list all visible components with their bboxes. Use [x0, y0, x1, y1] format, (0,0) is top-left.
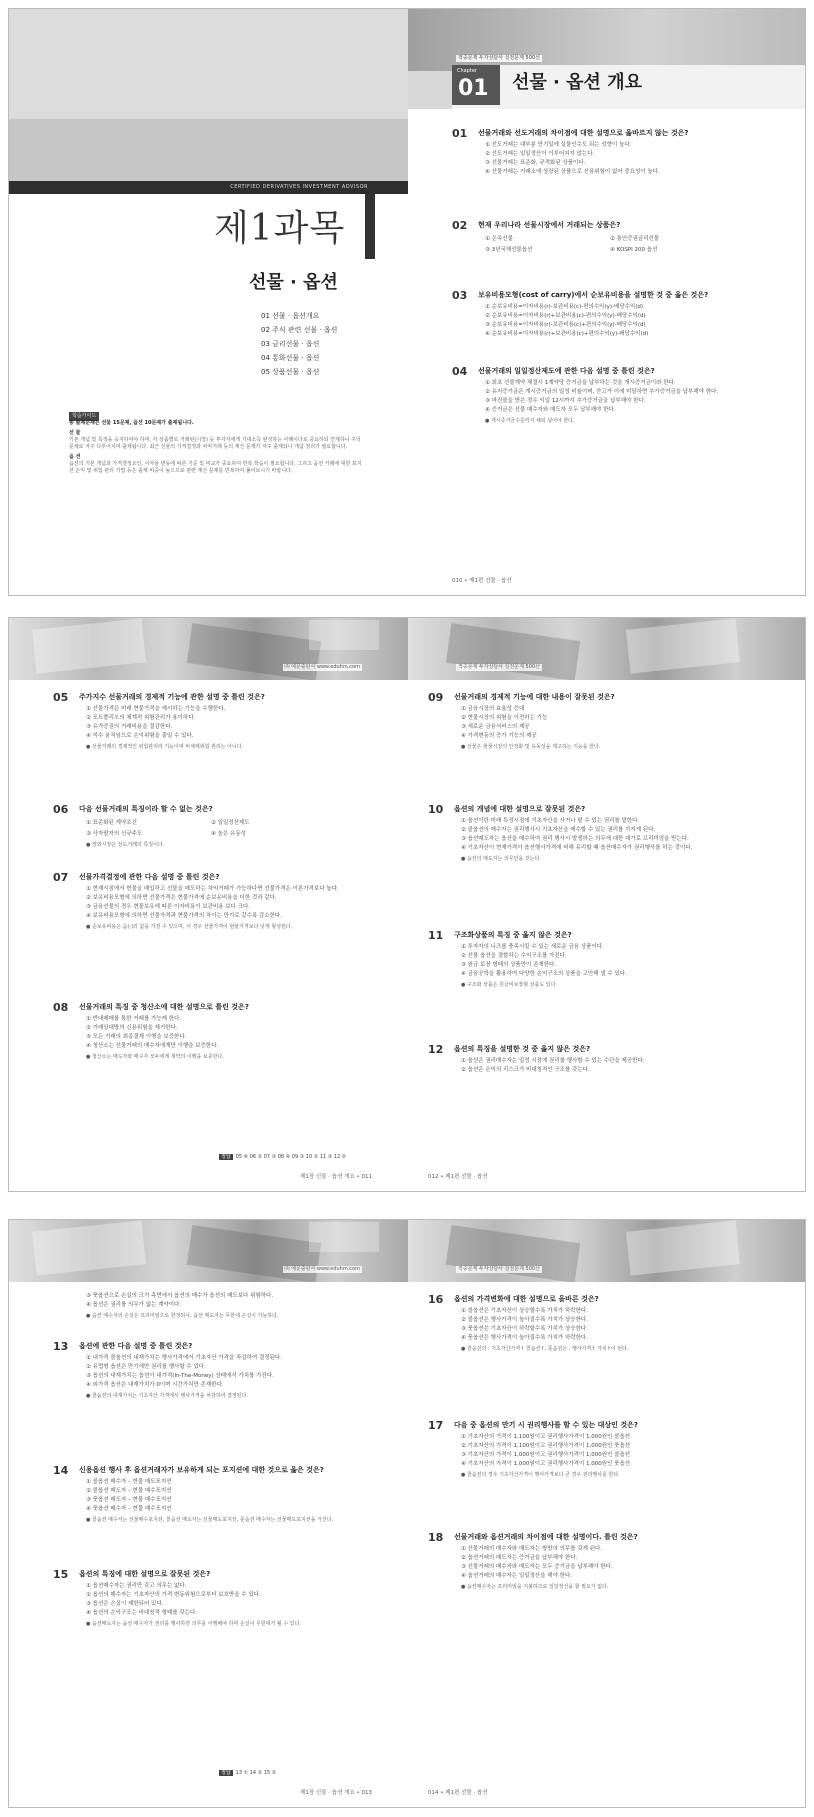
note-lead: 총 출제문제는 선물 15문제, 옵션 10문제가 출제됩니다. — [69, 420, 194, 426]
page-013 — [9, 1220, 408, 1807]
toc-item: 02 주식 관련 선물 · 옵션 — [261, 326, 338, 334]
question-block — [452, 221, 787, 255]
question-text: 옵션에 관한 다음 설명 중 틀린 것은? — [79, 1342, 193, 1350]
option: ④ 옵션의 손익구조는 비대칭적 형태를 갖는다. — [86, 1610, 198, 1617]
note-heading: 옵 션 — [69, 454, 81, 460]
option: ① 현재시점에서 현물을 매입하고 선물을 매도하는 차익거래가 가능하다면 선물가격은 이론가격보다 높다. — [86, 886, 339, 893]
answer-tag: 정답 — [221, 1770, 231, 1777]
question-block — [428, 693, 763, 751]
note-paragraph: 기본 개념 및 특징을 숙지하여야 하며, 각 상품별로 거래된(시장) 등 투자자에게 기대소득 완성하는 사례이다로 중요하되 연계하니 주의 문제로 자주 다루어지며 출제됩니다. 최근 선물의 가격결정과 차익거래 등의 계산 문제가 자주 출제되니 개념 정리가 필요합니다. — [69, 437, 361, 450]
chapter-number: 01 — [458, 76, 489, 101]
option: ② 보유비용모형에 의하면 선물가격은 현물가격에 순보유비용을 더한 것과 같다. — [86, 895, 277, 902]
option: ① 투자자의 니즈를 충족시킬 수 있는 새로운 금융 상품이다. — [461, 944, 604, 951]
option: ③ 풋옵션으로 손실의 크기 측면에서 옵션의 매수가 옵션의 매도보다 위험하다. — [86, 1293, 274, 1299]
option: ① 옵션매수자는 권리만 갖고 의무는 없다. — [86, 1583, 187, 1590]
cover-part-title: 제1과목 — [214, 208, 346, 249]
question-number: 15 — [53, 1568, 69, 1581]
option: ① 내가격 콜옵션의 내재가치는 행사가격에서 기초자산 가격을 차감하여 결정된다. — [86, 1355, 282, 1362]
question-number: 18 — [428, 1531, 444, 1544]
option: ③ 옵션은 손실이 제한되어 있다. — [86, 1601, 164, 1608]
option: ③ 선물거래는 표준화, 규격화된 상품이다. — [485, 160, 586, 167]
question-number: 02 — [452, 219, 468, 232]
explanation: ● 콜옵션의 경우 기초자산가격이 행사가격보다 큰 경우 권리행사를 한다. — [461, 1472, 763, 1479]
option: ② 옵션의 매수자는 기초자산의 가격 변동위험으로부터 보호받을 수 있다. — [86, 1592, 261, 1599]
option: ④ 옵션은 권리를 의무가 없는 계약이다. — [86, 1302, 182, 1308]
option: ③ 마진콜을 받은 경우 익일 12시까지 추가증거금을 납부해야 한다. — [485, 398, 646, 405]
option: ③ 새로운 금융서비스의 제공 — [461, 724, 530, 731]
option: ① 금융시장의 효율성 증대 — [461, 706, 525, 713]
cover-page — [9, 9, 408, 595]
question-text: 옵션의 특징을 설명한 것 중 옳지 않은 것은? — [454, 1045, 591, 1053]
option: ② 순보유비용=이자비용(r)+보관비용(c)-편의수익(y)-배당수익(d) — [485, 313, 646, 320]
option: ④ 지수 움직임으로 손익위험을 줄일 수 있다. — [86, 733, 194, 740]
header-photo — [408, 618, 806, 680]
question-text: 선물가격결정에 관한 다음 설명 중 틀린 것은? — [79, 873, 220, 881]
note-heading: 선 물 — [69, 430, 81, 436]
study-guide-tag: 학습가이드 — [69, 412, 99, 421]
running-header: 적중문제 두자상담사 실전문제 500선 — [458, 664, 540, 670]
question-text: 옵션의 가격변화에 대한 설명으로 올바른 것은? — [454, 1295, 599, 1303]
note-paragraph: 옵션의 기본 개념과 가격결정요인, 이자율 변동에 따른 기준 및 비교가 중요하여 반복 학습이 필요합니다. 그리고 옵션 거래에 대한 포지션 손익 및 위험 관리 기법 등은 출제 비중이 높으므로 관련 계산 문제를 반복하여 풀어보시기 바랍니다. — [69, 461, 362, 474]
page-014 — [408, 1220, 806, 1807]
page-footer: 012 • 제1편 선물 · 옵션 — [428, 1173, 488, 1180]
question-text: 신용옵션 행사 후 옵션거래자가 보유하게 되는 포지션에 대한 것으로 옳은 것은? — [79, 1466, 324, 1474]
answer-key — [219, 1770, 276, 1777]
option: ③ 선물거래의 매수자와 매도자는 모두 증거금을 납부해야 한다. — [461, 1564, 613, 1571]
answer-text: 13 ① 14 ③ 15 ③ — [235, 1770, 277, 1777]
page-footer: 010 • 제1편 선물 · 옵션 — [452, 577, 512, 584]
question-block — [452, 367, 787, 425]
publisher-url: ㈜ 예문출판사 www.eduhm.com — [284, 1266, 360, 1272]
page-footer: 014 • 제1편 선물 · 옵션 — [428, 1789, 488, 1796]
option: ④ 증거금은 선물 매수자와 매도자 모두 납부해야 한다. — [485, 407, 616, 414]
explanation: ● 콜옵션의 내재가치는 기초자산 가격에서 행사가격을 차감하여 결정된다. — [86, 1393, 388, 1400]
explanation: ● 선물은 현물시장의 안정화 및 유동성을 제고하는 기능을 한다. — [461, 744, 763, 751]
option: ④ 가격변동의 증가 기능의 제공 — [461, 733, 537, 740]
option: ④ 풋옵션은 행사가격이 높아질수록 가치가 하락한다. — [461, 1335, 588, 1342]
question-number: 05 — [53, 691, 69, 704]
question-block — [428, 1533, 763, 1591]
option: ② 옵션거래의 매도자는 증거금을 납부해야 한다. — [461, 1555, 578, 1562]
explanation: ● 옵션매수자는 프리미엄을 지불하므로 일일정산을 할 필요가 없다. — [461, 1584, 763, 1591]
option: ① 선도거래는 대부분 만기일에 실물인수도 되는 성향이 높다. — [485, 142, 632, 149]
option: ③ 풋옵션은 기초자산이 하락할수록 가치가 상승한다. — [461, 1326, 588, 1333]
option: ① 옵션은 권리매수자는 일정 시점에 권리를 행사할 수 있는 수단을 제공한다. — [461, 1058, 645, 1065]
explanation: ● 순보유비용은 음(-)의 값을 가질 수 있으며, 이 경우 선물가격이 현물가격보다 낮게 형성된다. — [86, 924, 388, 931]
option: ④ 기초자산이 현재가격이 옵션행사가격에 비해 유리할 때 옵션매수자가 권리행사를 하는 것이다. — [461, 845, 693, 852]
option: ③ 옵션의 내재가치는 옵션이 내가격(In-The-Money) 상태에서 가치를 가진다. — [86, 1373, 274, 1380]
question-block — [428, 805, 763, 863]
option: ④ 옵션거래의 매수자는 일일정산을 해야 한다. — [461, 1573, 573, 1580]
page-footer: 제1장 선물 · 옵션 개요 • 013 — [300, 1789, 372, 1796]
question-number: 09 — [428, 691, 444, 704]
explanation: ● 선물거래의 경제적인 위험관리라 기능이며 비체계위험 관리는 아니다. — [86, 744, 388, 751]
cover-top-band — [9, 9, 408, 119]
question-block — [428, 1295, 763, 1353]
answer-tag: 정답 — [221, 1154, 231, 1161]
question-block — [53, 1003, 388, 1061]
question-number: 01 — [452, 127, 468, 140]
continued-question — [53, 1292, 388, 1320]
explanation: ● 개시증거금수준까지 채워 넣어야 한다. — [485, 418, 787, 425]
option: ④ 기초자산의 가격이 1,000원이고 권리행사가격이 1,000원인 풋옵션 — [461, 1461, 631, 1468]
question-text: 선물거래의 특징 중 청산소에 대한 설명으로 틀린 것은? — [79, 1003, 249, 1011]
option: ① 표준화된 계약조건 — [86, 820, 137, 827]
explanation: ● 구조화 상품은 원금비보장형 상품도 있다. — [461, 982, 763, 989]
option: ① 반대매매를 통한 거래를 가능케 한다. — [86, 1016, 182, 1023]
question-text: 선물거래와 옵션거래의 차이점에 대한 설명이다. 틀린 것은? — [454, 1533, 638, 1541]
option: ① 최초 선물계약 체결시 1계약당 증거금을 납부하는 것을 개시증거금이라 한다. — [485, 380, 676, 387]
option: ④ 외가격 옵션은 내재가치가 0이며 시간가치만 존재한다. — [86, 1382, 224, 1389]
option: ④ KOSPI 200 옵션 — [610, 247, 658, 254]
cover-series: CERTIFIED DERIVATIVES INVESTMENT ADVISOR — [9, 181, 408, 194]
option: ① 선물거래의 매수자와 매도자는 쌍방의 의무를 갖게 된다. — [461, 1546, 603, 1553]
chapter-header — [408, 9, 806, 109]
page-012 — [408, 618, 806, 1191]
question-text: 보유비용모형(cost of carry)에서 순보유비용을 설명한 것 중 옳은 것은? — [478, 291, 709, 299]
option: ④ 청산소는 선물거래의 매수자에게만 이행을 보증한다. — [86, 1043, 219, 1050]
option: ② 기초자산의 가격이 1,100원이고 권리행사가격이 1,000원인 풋옵션 — [461, 1443, 631, 1450]
toc-item: 03 금리선물 · 옵션 — [261, 340, 320, 348]
cover-toc — [261, 309, 337, 379]
answer-key — [219, 1154, 346, 1161]
publisher-url: ㈜ 예문출판사 www.eduhm.com — [284, 664, 360, 670]
explanation: ● 콜옵션의 : 기초자산가격↑ 콜옵션↑, 풋옵션은 : 행사가격↑ 가치↑이 된다. — [461, 1346, 763, 1353]
running-header: 적중문제 두자상담사 실전문제 500선 — [458, 55, 540, 61]
explanation: ● 옵션의 매도자는 의무만을 갖는다. — [461, 856, 763, 863]
option: ③ 금융선물의 경우 현물보유에 따른 이자비용이 보관비용 보다 크다. — [86, 904, 251, 911]
question-block — [452, 291, 787, 339]
question-text: 주가지수 선물거래의 경제적 기능에 관한 설명 중 틀린 것은? — [79, 693, 265, 701]
toc-item: 01 선물 · 옵션개요 — [261, 312, 320, 320]
question-text: 선물거래의 경제적 기능에 대한 내용이 잘못된 것은? — [454, 693, 615, 701]
question-block — [428, 931, 763, 989]
question-text: 옵션의 특징에 대한 설명으로 잘못된 것은? — [79, 1570, 211, 1578]
option: ③ 기초자산의 가격이 1,000원이고 권리행사가격이 1,000원인 콜옵션 — [461, 1452, 631, 1459]
spread-2 — [8, 617, 806, 1192]
page-010 — [408, 9, 806, 595]
explanation: ● 장외시장은 선도거래의 특징이다. — [86, 842, 388, 849]
spread-1 — [8, 8, 806, 596]
option: ① 콜옵션 매수자 – 현물 매도포지션 — [86, 1479, 172, 1486]
question-number: 17 — [428, 1419, 444, 1432]
question-text: 다음 선물거래의 특징이라 할 수 없는 것은? — [79, 805, 213, 813]
option: ③ 사자팔자의 신규주도 — [86, 831, 143, 838]
option: ③ 유가증권의 거래비용을 절감한다. — [86, 724, 173, 731]
header-photo — [9, 1220, 408, 1282]
toc-item: 05 상품선물 · 옵션 — [261, 368, 320, 376]
option: ② 옵션은 손익의 리스크가 비대칭적인 구조를 갖는다. — [461, 1067, 590, 1074]
option: ③ 옵션매도자는 옵션을 매수하여 권리 행사시 발생하는 의무에 대한 대가로 프리미엄을 받는다. — [461, 836, 689, 843]
question-text: 구조화상품의 특징 중 옳지 않은 것은? — [454, 931, 572, 939]
option: ① 순보유비용=이자비용(r)-보관비용(c)-편의수익(y)-배당수익(d) — [485, 304, 644, 311]
option: ① 은옥선물 — [485, 236, 513, 243]
study-guide-note — [69, 420, 365, 475]
option: ④ 높은 유동성 — [211, 831, 246, 838]
question-number: 08 — [53, 1001, 69, 1014]
option: ④ 순보유비용=이자비용(r)+보관비용(c)+편의수익(y)-배당수익(d) — [485, 331, 649, 338]
toc-item: 04 통화선물 · 옵션 — [261, 354, 320, 362]
option: ③ 3년국채선물옵션 — [485, 247, 533, 254]
option: ③ 풋옵션 매도자 – 현물 매수포지션 — [86, 1497, 172, 1504]
explanation: ● 청산소는 매도자와 매수자 모두에게 계약의 이행을 보증한다. — [86, 1054, 388, 1061]
chapter-badge — [452, 65, 500, 105]
question-block — [53, 1570, 388, 1628]
chapter-label: Chapter — [457, 68, 477, 74]
chapter-title: 선물 · 옵션 개요 — [512, 72, 642, 93]
option: ② 선도거래는 일일정산이 이루어지지 않는다. — [485, 151, 595, 158]
question-block — [428, 1045, 763, 1075]
question-number: 03 — [452, 289, 468, 302]
option: ② 유지증거금은 개시증거금의 일정 비율이며, 잔고가 이에 미달하면 추가증거금을 납부해야 한다. — [485, 389, 719, 396]
explanation: ● 옵션매도자는 옵션 매수자가 권리를 행사하면 의무를 이행해야 하며 손실이 무한대가 될 수 있다. — [86, 1621, 388, 1628]
option: ② 콜옵션 매도자 – 현물 매수포지션 — [86, 1488, 172, 1495]
option: ② 유럽형 옵션은 만기에만 권리를 행사할 수 있다. — [86, 1364, 206, 1371]
question-text: 현재 우리나라 선물시장에서 거래되는 상품은? — [478, 221, 621, 229]
question-number: 16 — [428, 1293, 444, 1306]
explanation: ● 콜옵션 매수자는 선물매수포지션, 콜옵션 매도자는 선물매도포지션, 풋옵션 매수자는 선물매도포지션을 가진다. — [86, 1517, 388, 1524]
explanation: ● 옵션 매수자의 손실은 프리미엄으로 한정되나, 옵션 매도자는 무한대 손실이 가능하다. — [86, 1313, 388, 1320]
question-block — [53, 1342, 388, 1400]
cover-subject: 선물 · 옵션 — [249, 272, 338, 293]
option: ② 현물시장의 위험을 이전하는 기능 — [461, 715, 548, 722]
option: ① 옵션이란 미래 특정시점에 기초자산을 사거나 팔 수 있는 권리를 말한다. — [461, 818, 640, 825]
question-block — [428, 1421, 763, 1479]
question-number: 14 — [53, 1464, 69, 1477]
option: ② 일일정산제도 — [211, 820, 250, 827]
option: ② 콜옵션의 매수자는 권리행사시 기초자산을 매수할 수 있는 권리를 가지게 된다. — [461, 827, 656, 834]
header-photo — [9, 618, 408, 680]
question-number: 12 — [428, 1043, 444, 1056]
option: ② 거래상대방의 신용위험을 제거한다. — [86, 1025, 178, 1032]
cover-middle-band — [9, 119, 408, 189]
option: ① 콜옵션은 기초자산이 상승할수록 가치가 하락한다. — [461, 1308, 588, 1315]
option: ④ 풋옵션 매수자 – 현물 매수포지션 — [86, 1506, 172, 1513]
question-text: 다음 중 옵션의 만기 시 권리행사를 할 수 있는 대상인 것은? — [454, 1421, 638, 1429]
question-number: 06 — [53, 803, 69, 816]
question-text: 선물거래와 선도거래의 차이점에 대한 설명으로 옳바르지 않는 것은? — [478, 129, 689, 137]
question-number: 13 — [53, 1340, 69, 1353]
option: ② 선물 옵션을 결합하는 수익구조를 가진다. — [461, 953, 567, 960]
question-block — [53, 873, 388, 931]
option: ② 포트폴리오의 체계적 위험관리가 용이하다. — [86, 715, 196, 722]
question-text: 선물거래의 일일정산제도에 관한 다음 설명 중 틀린 것은? — [478, 367, 655, 375]
answer-text: 05 ④ 06 ③ 07 ③ 08 ④ 09 ③ 10 ② 11 ③ 12 ② — [235, 1154, 347, 1161]
question-number: 11 — [428, 929, 444, 942]
question-text: 옵션의 개념에 대한 설명으로 잘못된 것은? — [454, 805, 586, 813]
option: ② 콜옵션은 행사가격이 높아질수록 가치가 상승한다. — [461, 1317, 588, 1324]
question-block — [53, 805, 388, 849]
question-block — [53, 693, 388, 751]
option: ③ 원금 보장 형태의 상품만이 존재한다. — [461, 962, 557, 969]
option: ① 기초자산의 가격이 1,100원이고 권리행사가격이 1,000원인 콜옵션 — [461, 1434, 631, 1441]
question-block — [53, 1466, 388, 1524]
question-number: 04 — [452, 365, 468, 378]
option: ② 통안증권금리선물 — [610, 236, 660, 243]
cover-title-bar — [365, 194, 375, 259]
option: ④ 선물거래는 거래소에 상장된 상품으로 신용위험이 없어 중요성이 높다. — [485, 169, 660, 176]
page-011 — [9, 618, 408, 1191]
header-photo — [408, 1220, 806, 1282]
running-header: 적중문제 두자상담사 실전문제 500선 — [458, 1266, 540, 1272]
question-block — [452, 129, 787, 177]
option: ④ 금융공학을 활용하여 다양한 손익구조의 상품을 고안해 낼 수 있다. — [461, 971, 627, 978]
option: ④ 보유비용모형에 의하면 선물가격과 현물가격의 차이는 만기로 갈수록 감소한다. — [86, 913, 282, 920]
question-number: 07 — [53, 871, 69, 884]
page-footer: 제1장 선물 · 옵션 개요 • 011 — [300, 1173, 372, 1180]
option: ① 선물가격은 미래 현물가격을 예시하는 기능을 수행한다. — [86, 706, 226, 713]
option: ③ 순보유비용=이자비용(r)-보관비용(c)+편의수익(y)-배당수익(d) — [485, 322, 646, 329]
question-number: 10 — [428, 803, 444, 816]
spread-3 — [8, 1219, 806, 1808]
option: ③ 모든 거래의 최종결제 이행을 보증한다. — [86, 1034, 187, 1041]
